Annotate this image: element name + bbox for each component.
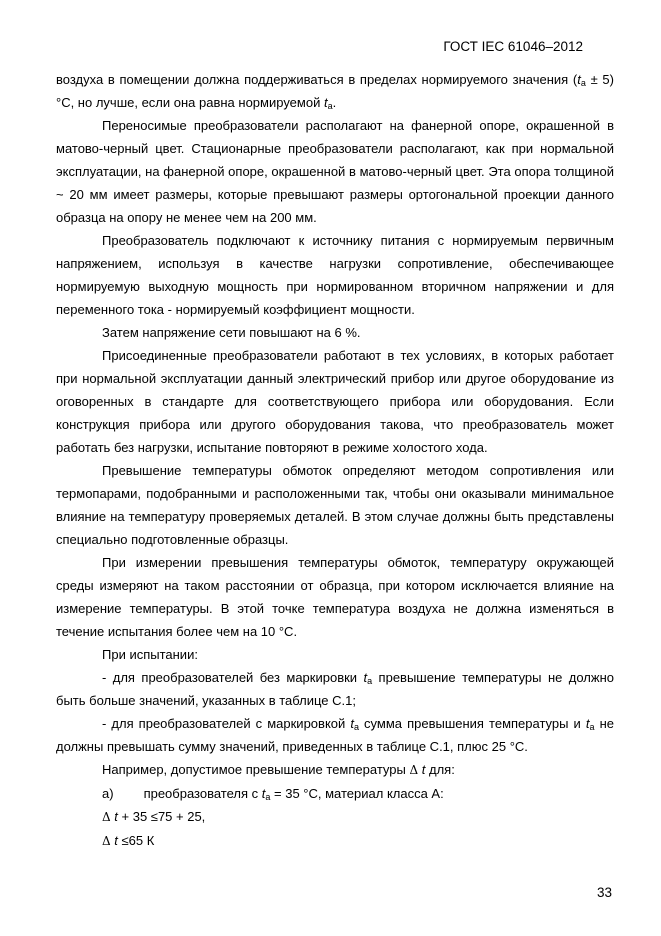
text-span: воздуха в помещении должна поддерживаться в пределах нормируемого значения (	[56, 72, 578, 87]
subscript-a: a	[367, 676, 373, 686]
text-span: не должны превышать сумму значений, приведенных в таблице С.1, плюс 25 °С.	[56, 716, 614, 754]
subscript-a: a	[589, 722, 595, 732]
paragraph-3: Преобразователь подключают к источнику питания с нормируемым первичным напряжением, используя в качестве нагрузки сопротивление, обеспечивающее нормируемую выходную мощность при нормированном вторичном напряжении и для переменного тока - нормируемый коэффициент мощности.	[56, 233, 614, 317]
text-span: превышение температуры не должно быть больше значений, указанных в таблице С.1;	[56, 670, 614, 708]
paragraph-11	[56, 758, 614, 782]
formula-line-1	[56, 805, 614, 829]
text-span: ≤65 К	[117, 833, 155, 848]
subscript-a: a	[580, 78, 586, 88]
subscript-a: a	[353, 722, 359, 732]
subscript-a: a	[327, 101, 333, 111]
text-span: .	[332, 95, 337, 110]
symbol-t: t	[577, 72, 581, 87]
text-span: - для преобразователей без маркировки	[102, 670, 364, 685]
symbol-t: t	[421, 762, 426, 777]
paragraph-1	[56, 68, 614, 114]
paragraph-10	[56, 712, 614, 758]
paragraph-6: Превышение температуры обмоток определяют методом сопротивления или термопарами, подобранными и расположенными так, чтобы они оказывали минимальное влияние на температуру проверяемых деталей. В этом случае должны быть представлены специально подготовленные образцы.	[56, 463, 614, 547]
delta-symbol: Δ	[102, 834, 111, 848]
paragraph-5: Присоединенные преобразователи работают в тех условиях, в которых работает при нормальной эксплуатации данный электрический прибор или другое оборудование из оговоренных в стандарте для соответствующего прибора или оборудования. Если конструкция прибора или другого оборудования такова, что преобразователь может работать без нагрузки, испытание повторяют в режиме холостого хода.	[56, 348, 614, 455]
text-span: - для преобразователей с маркировкой	[102, 716, 351, 731]
symbol-t: t	[323, 95, 328, 110]
symbol-t: t	[261, 786, 266, 801]
list-label: а)	[102, 786, 114, 801]
text-span: + 35 ≤75 + 25,	[117, 809, 206, 824]
list-item-a	[56, 782, 614, 805]
paragraph-4: Затем напряжение сети повышают на 6 %.	[102, 325, 361, 340]
symbol-t: t	[585, 716, 590, 731]
paragraph-2: Переносимые преобразователи располагают на фанерной опоре, окрашенной в матово-черный цвет. Стационарные преобразователи располагают, как при нормальной эксплуатации, на фанерной опоре, окрашенной в матово-черный цвет. Эта опора толщиной ~ 20 мм имеет размеры, которые превышают размеры ортогональной проекции данного образца на опору не менее чем на 200 мм.	[56, 118, 614, 225]
text-span: сумма превышения температуры и	[358, 716, 586, 731]
text-span: = 35 °С, материал класса А:	[270, 786, 444, 801]
delta-symbol: Δ	[409, 763, 419, 777]
paragraph-8: При испытании:	[102, 647, 198, 662]
text-span: ± 5) °С, но лучше, если она равна нормируемой	[56, 72, 614, 110]
document-code: ГОСТ IEC 61046–2012	[443, 39, 583, 54]
text-span: для:	[425, 762, 455, 777]
subscript-a: a	[265, 792, 271, 802]
page-number: 33	[596, 885, 612, 900]
formula-line-2	[56, 829, 614, 853]
symbol-t: t	[114, 833, 118, 848]
symbol-t: t	[350, 716, 354, 731]
document-body	[56, 68, 614, 853]
paragraph-7: При измерении превышения температуры обмоток, температуру окружающей среды измеряют на таком расстоянии от образца, при котором исключается влияние на измерение температуры. В этой точке температура воздуха не должна изменяться в течение испытания более чем на 10 °С.	[56, 555, 614, 639]
text-span: Например, допустимое превышение температуры	[102, 762, 410, 777]
text-span: преобразователя с	[143, 786, 262, 801]
symbol-t: t	[114, 809, 118, 824]
symbol-t: t	[363, 670, 368, 685]
delta-symbol: Δ	[102, 810, 111, 824]
paragraph-9	[56, 666, 614, 712]
